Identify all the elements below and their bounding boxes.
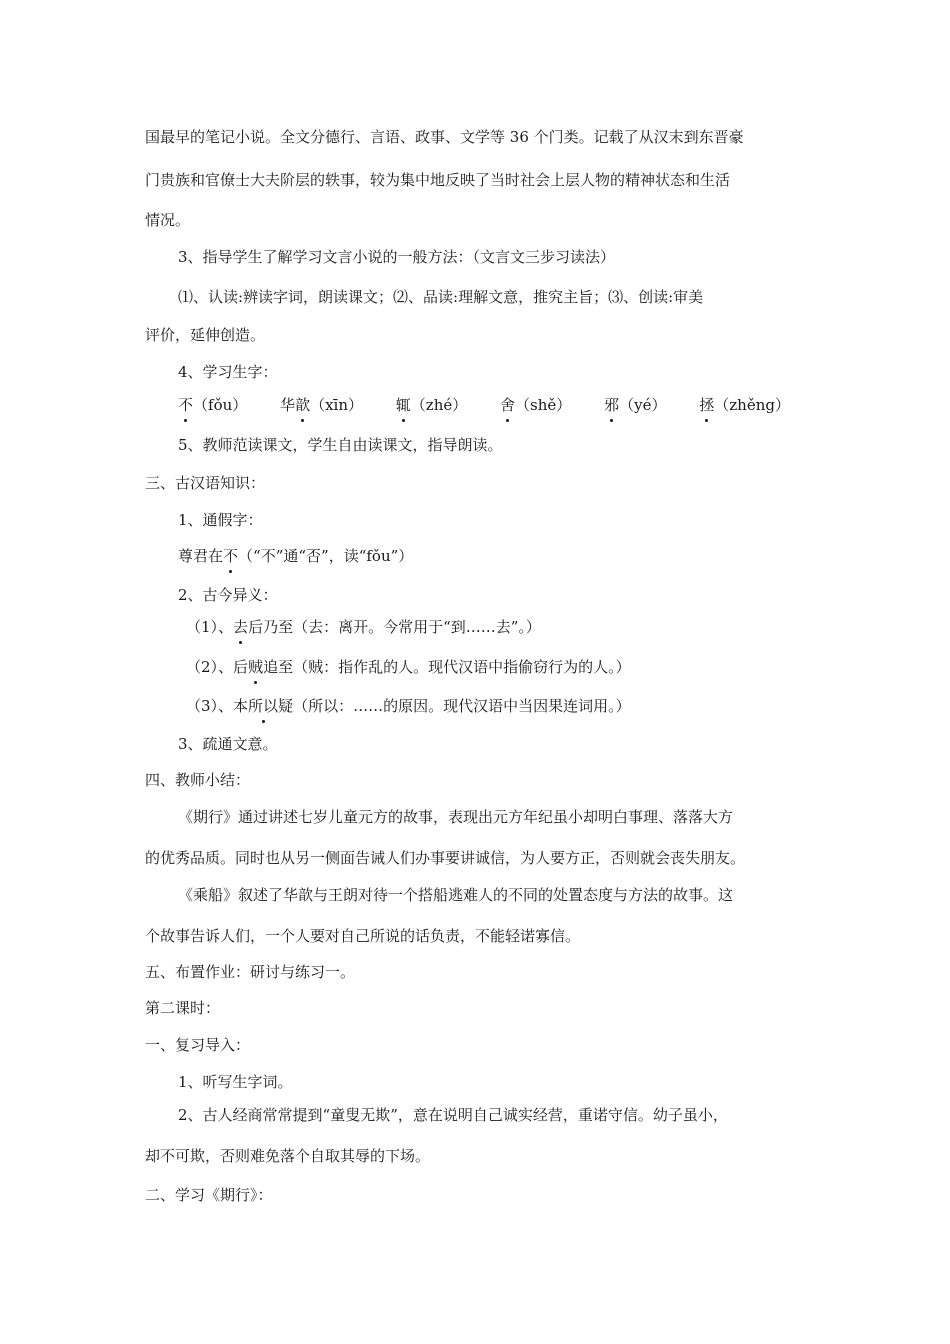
paragraph-line: 评价，延伸创造。 — [145, 326, 266, 344]
paragraph-line: 个故事告诉人们，一个人要对自己所说的话负责，不能轻诺寡信。 — [145, 927, 581, 945]
list-item: 5、教师范读课文，学生自由读课文，指导朗读。 — [178, 436, 503, 454]
paragraph-line: 《乘船》叙述了华歆与王朗对待一个搭船逃难人的不同的处置态度与方法的故事。这 — [178, 886, 734, 904]
paragraph-line: 却不可欺，否则难免落个自取其辱的下场。 — [145, 1147, 431, 1165]
section-heading: 四、教师小结： — [145, 771, 251, 789]
example-line: （2）、后贼追至（贼：指作乱的人。现代汉语中指偷窃行为的人。） — [186, 658, 631, 676]
example-line: （3）、本所以疑（所以：……的原因。现代汉语中当因果连词用。） — [186, 697, 631, 715]
paragraph-line: 情况。 — [145, 211, 191, 229]
paragraph-line: 《期行》通过讲述七岁儿童元方的故事，表现出元方年纪虽小却明白事理、落落大方 — [178, 808, 734, 826]
new-character: 拯（zhěng） — [699, 396, 790, 414]
new-characters-row — [178, 394, 818, 416]
paragraph-line: 2、古人经商常常提到“童叟无欺”，意在说明自己诚实经营，重诺守信。幼子虽小， — [178, 1106, 728, 1124]
list-item: ⑴、认读:辨读字词，朗读课文；⑵、品读:理解文意，推究主旨；⑶、创读:审美 — [178, 288, 704, 306]
section-heading: 第二课时： — [145, 999, 221, 1017]
new-character: 不（fǒu） — [178, 396, 248, 414]
section-heading: 一、复习导入： — [145, 1036, 251, 1054]
new-character: 邪（yé） — [604, 396, 667, 414]
example-line: （1）、去后乃至（去：离开。今常用于“到……去”。） — [186, 618, 541, 636]
new-character: 辄（zhé） — [395, 396, 468, 414]
list-item: 4、学习生字： — [178, 363, 278, 381]
section-heading: 二、学习《期行》： — [145, 1186, 273, 1204]
list-item: 3、指导学生了解学习文言小说的一般方法：（文言文三步习读法） — [178, 248, 616, 266]
section-heading: 三、古汉语知识： — [145, 474, 266, 492]
section-heading: 五、布置作业：研讨与练习一。 — [145, 963, 356, 981]
example-line: 尊君在不（“不”通“否”，读“fǒu”） — [178, 547, 414, 565]
list-item: 2、古今异义： — [178, 586, 278, 604]
list-item: 1、听写生字词。 — [178, 1073, 293, 1091]
paragraph-line: 门贵族和官僚士大夫阶层的轶事，较为集中地反映了当时社会上层人物的精神状态和生活 — [145, 171, 731, 189]
list-item: 1、通假字： — [178, 511, 263, 529]
list-item: 3、疏通文意。 — [178, 735, 278, 753]
paragraph-line: 国最早的笔记小说。全文分德行、言语、政事、文学等 36 个门类。记载了从汉末到东晋豪 — [145, 128, 744, 146]
new-character: 舍（shě） — [500, 396, 572, 414]
paragraph-line: 的优秀品质。同时也从另一侧面告诫人们办事要讲诚信，为人要方正，否则就会丧失朋友。 — [145, 849, 746, 867]
new-character: 华歆（xīn） — [280, 396, 363, 414]
